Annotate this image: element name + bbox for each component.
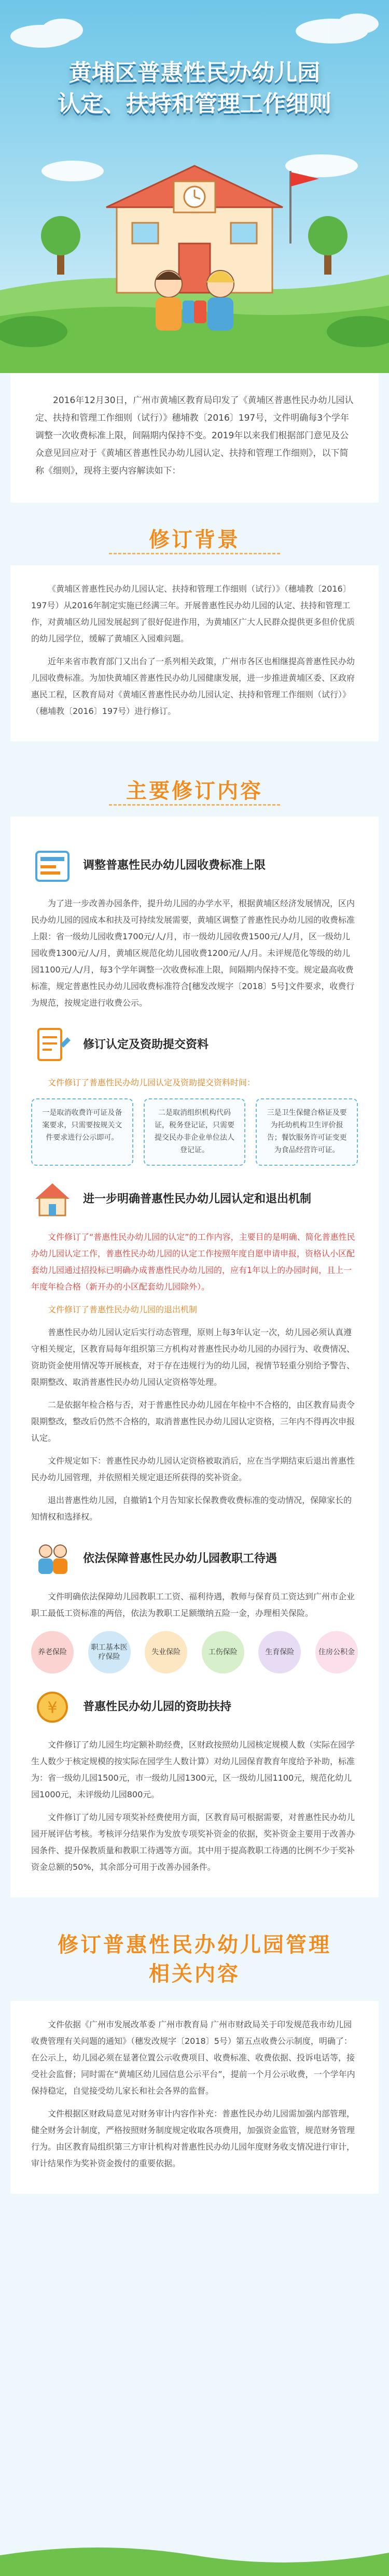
welfare-injury: 工伤保险 <box>202 1631 244 1673</box>
teachers-icon <box>31 1538 74 1580</box>
footer-decoration <box>0 2540 389 2576</box>
intro-block <box>10 373 379 503</box>
item3-paragraph-4: 文件规定如下：普惠性民办幼儿园认定资格被取消后，应在当学期结束后退出普惠性民办幼儿园管理，并依照相关规定退还所获得的奖补资金。 <box>31 1456 355 1482</box>
welfare-housing-fund: 住房公积金 <box>315 1631 358 1673</box>
intro-paragraph: 2016年12月30日，广州市黄埔区教育局印发了《黄埔区普惠性民办幼儿园认定、扶持和管理工作细则（试行）》穗埔教〔2016〕197号，文件明确每3个学年调整一次收费标准上限，间隔期内保持不变。2019年以来我们根据部门意见及公众意见回应对于《黄埔区普惠性民办幼儿园认定、扶持和管理工作细则》，以下简称《细则》，现将主要内容解读如下： <box>35 395 354 476</box>
item3-header <box>31 1178 358 1221</box>
hero-illustration <box>0 0 389 373</box>
school-fees-icon <box>31 845 74 887</box>
item2-box-2: 二是取消组织机构代码证，税务登记证，只需要提交民办非企业单位法人登记证。 <box>144 1098 246 1166</box>
item3-heading: 进一步明确普惠性民办幼儿园认定和退出机制 <box>83 1193 312 1206</box>
hero-banner <box>0 0 389 373</box>
item3-paragraph-2: 普惠性民办幼儿园认定后实行动态管理，原则上每3年认定一次，幼儿园必须认真遵守相关规定，区教育局每年组织第三方机构对普惠性民办幼儿园的办园行为、收费情况、资助资金使用情况等开展核查，对于存在违规行为的幼儿园，视情节轻重分别给予警告、限期整改、取消普惠性民办幼儿园认定资格等处理。 <box>31 1327 355 1387</box>
background-section-title <box>0 503 389 565</box>
welfare-pension: 养老保险 <box>31 1631 74 1673</box>
item4-heading: 依法保障普惠性民办幼儿园教职工待遇 <box>83 1552 277 1565</box>
related-paragraph-2: 文件根据区财政局意见对财务审计内容作补充：普惠性民办幼儿园需加强内部管理，健全财务会计制度，严格按照财务制度规定收取各项费用，加强资金监管，规范财务管理行为。由区教育局组织第三方审计机构对普惠性民办幼儿园年度财务收支情况进行审计，审计结果作为奖补资金拨付的重要依据。 <box>31 2109 355 2168</box>
title-underline <box>109 804 280 808</box>
item3-subhead: 文件修订了普惠性民办幼儿园的退出机制 <box>48 1305 198 1314</box>
svg-text:¥: ¥ <box>47 1699 58 1717</box>
item4-header <box>31 1538 358 1580</box>
item2-box-3: 三是卫生保健合格证及要为托幼机构卫生评价报告；餐饮服务许可证变更为食品经营许可证。 <box>256 1098 358 1166</box>
item1-paragraph: 为了进一步改善办园条件，提升幼儿园的办学水平，根据黄埔区经济发展情况，区内民办幼儿园的园成本和扶及可持续发展需要，黄埔区调整了普惠性民办幼儿园的收费标准上限：省一级幼儿园收费1700元/人/月，市一级幼儿园收费1500元/人/月，区一级幼儿园收费1300元/人/月，黄埔区规范化幼儿园收费1200元/人/月。未评规范化等级的幼儿园1100元/人/月，每3个学年调整一次收费标准上限，间隔期内保持不变。规定最高收费标准，规定普惠性民办幼儿园收费标准符合[穗发改规字〔2018〕5号]文件要求，收费行为规范，按规定进行收费公示。 <box>31 898 355 1008</box>
main-content-block <box>10 817 379 1897</box>
background-paragraph-1: 《黄埔区普惠性民办幼儿园认定、扶持和管理工作细则（试行）》（穗埔教〔2016〕197号）从2016年制定实施已经满三年。开展普惠性民办幼儿园的认定、扶持和管理工作，对黄埔区幼儿园发展起到了很好促进作用，为黄埔区广大人民群众提供更多但价优质的幼儿园学位，缓解了黄埔区入园难问题。 <box>31 584 355 643</box>
document-pen-icon <box>31 1024 74 1066</box>
item5-header <box>31 1686 358 1728</box>
hero-title-line2: 认定、扶持和管理工作细则 <box>58 91 331 117</box>
item3-paragraph-3: 二是依据年检合格与否，对于普惠性民办幼儿园在年检中不合格的，由区教育局责令限期整改，整改后仍然不合格的，取消普惠性民办幼儿园认定资格，三年内不得再次申报认定。 <box>31 1400 355 1443</box>
item4-paragraph: 文件明确依法保障幼儿园教职工工资、福利待遇，教师与保育员工资达到广州市企业职工最低工资标准的两倍，依法为教职工足额缴纳五险一金，办理相关保险。 <box>31 1592 355 1618</box>
related-title-line2: 相关内容 <box>149 1962 240 1986</box>
item2-header <box>31 1024 358 1066</box>
main-title-text: 主要修订内容 <box>126 779 263 803</box>
item2-boxes <box>31 1098 358 1166</box>
item2-box-1: 一是取消收费许可证及备案要求，只需要按规关文件要求进行公示即可。 <box>31 1098 133 1166</box>
funding-icon <box>31 1686 74 1728</box>
background-paragraph-2: 近年来省市教育部门又出台了一系列相关政策，广州市各区也相继提高普惠性民办幼儿园收费标准。为加快黄埔区普惠性民办幼儿园健康发展，进一步推进黄埔区委、区政府惠民工程，区教育局对《黄埔区普惠性民办幼儿园认定、扶持和管理工作细则（试行）》（穗埔教〔2016〕197号）进行修订。 <box>31 656 355 716</box>
welfare-maternity: 生育保险 <box>258 1631 301 1673</box>
item5-paragraph-2: 文件修订了幼儿园专项奖补经费使用方面，区教育局可根据需要，对普惠性民办幼儿园开展评估考核。考核评分结果作为发放专项奖补资金的依据，奖补资金主要用于改善办园条件、提升保教质量和教职工待遇等方面。其中用于提高教职工待遇的比例不少于奖补资金总额的50%，其余部分可用于改善办园条件。 <box>31 1812 355 1872</box>
related-paragraph-1: 文件依据《广州市发展改革委 广州市教育局 广州市财政局关于印发规范我市幼儿园收费管理有关问题的通知》（穗发改规字〔2018〕5号）第五点收费公示制度，明确了：在公示上，幼儿园必须在显著位置公示收费项目、收费标准、收费依据、投诉电话等，接受社会监督；同时需在“黄埔区幼儿园信息公示平台”，提前一个月公示收费，一个学年内保持稳定，自觉接受幼儿家长和社会各界的监督。 <box>31 2020 355 2096</box>
item3-paragraph-5: 退出普惠性幼儿园，自撤销1个月告知家长保教费收费标准的变动情况，保障家长的知情权和选择权。 <box>31 1495 352 1522</box>
welfare-circles <box>31 1631 358 1673</box>
item2-note: 文件修订了普惠性民办幼儿园认定及资助提交资料时间： <box>48 1078 256 1087</box>
title-underline <box>109 553 280 557</box>
item5-paragraph-1: 文件修订了幼儿园生均定额补助经费，区财政按照幼儿园核定规模人数（实际在园学生人数少于核定规模的按实际在园学生人数计算）对幼儿园保育教育年度给予补助，标准为：省一级幼儿园1500元，市一级幼儿园1300元，区一级幼儿园1100元，规范化幼儿园1000元，未评级幼儿园800元。 <box>31 1740 355 1799</box>
item5-heading: 普惠性民办幼儿园的资助扶持 <box>83 1700 232 1713</box>
house-icon <box>31 1178 74 1221</box>
main-section-title <box>0 754 389 817</box>
hero-title-line1: 黄埔区普惠性民办幼儿园 <box>69 60 320 86</box>
item3-paragraph-1: 文件修订了“普惠性民办幼儿园的认定”的工作内容，主要目的是明确、简化普惠性民办幼儿园认定工作，普惠性民办幼儿园的认定工作按照年度自愿申请申报，资格认小区配套幼儿园通过招投标已明确办成普惠性民办幼儿园的，应有1年以上的办园时间，且上一年度年检合格（新开办的小区配套幼儿园除外）。 <box>31 1232 355 1292</box>
background-title-text: 修订背景 <box>149 528 240 552</box>
related-title-line1: 修订普惠性民办幼儿园管理 <box>58 1933 331 1957</box>
item1-header <box>31 845 358 887</box>
related-section-title <box>0 1910 389 2001</box>
item2-heading: 修订认定及资助提交资料 <box>83 1038 209 1051</box>
item1-heading: 调整普惠性民办幼儿园收费标准上限 <box>83 859 266 872</box>
related-block <box>10 2001 379 2194</box>
welfare-unemployment: 失业保险 <box>145 1631 187 1673</box>
welfare-medical: 职工基本医疗保险 <box>88 1631 131 1673</box>
background-block <box>10 565 379 741</box>
